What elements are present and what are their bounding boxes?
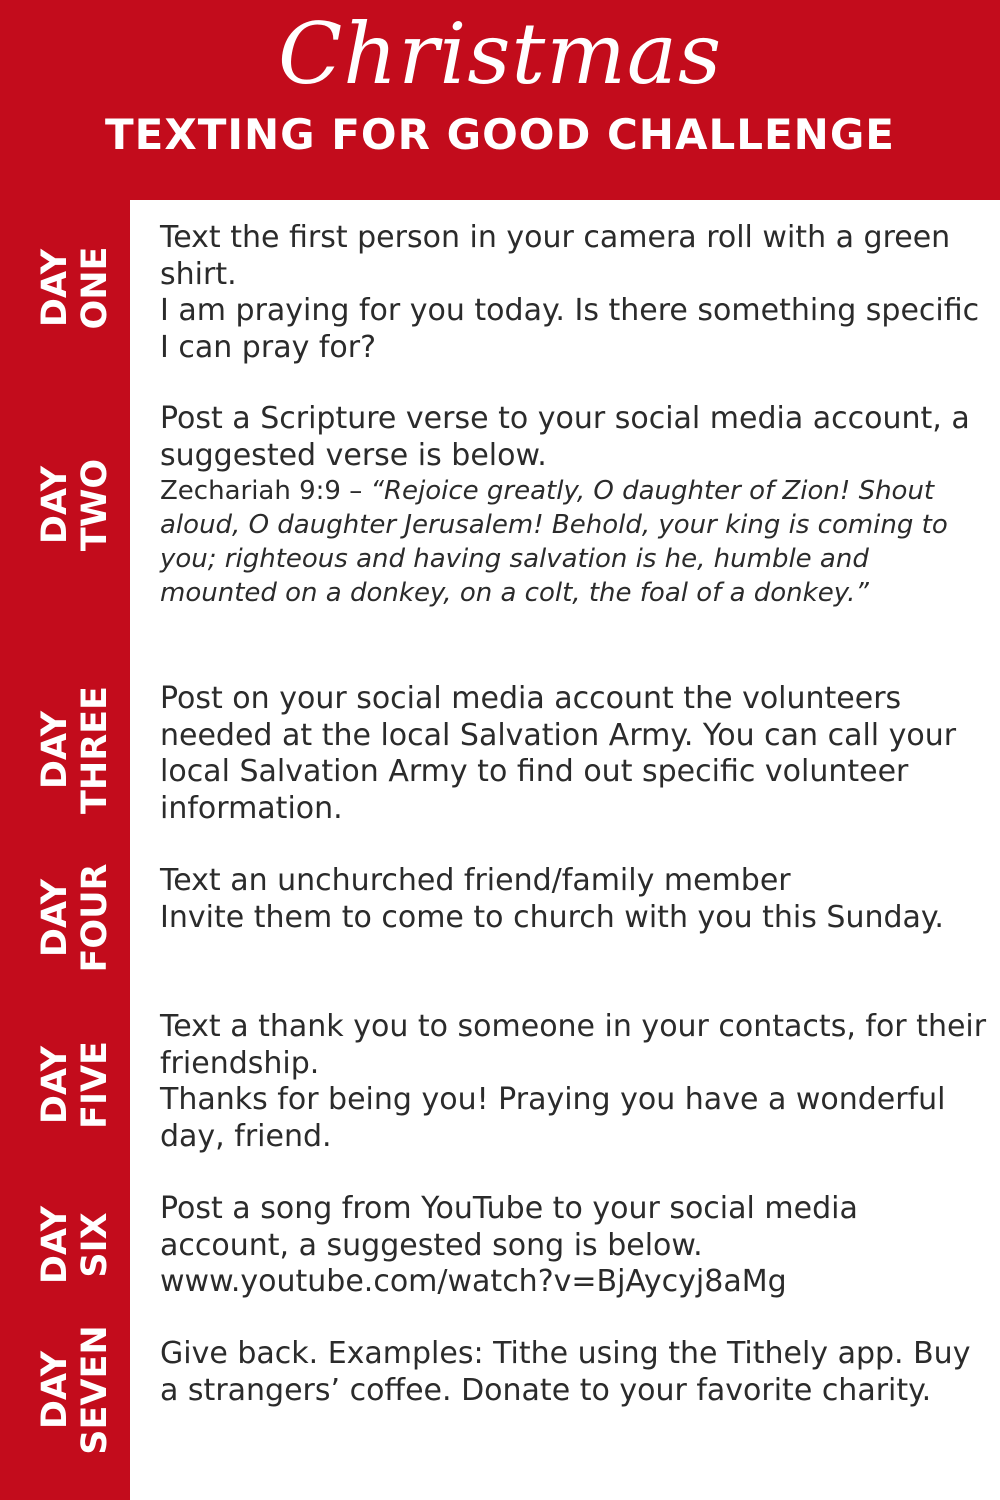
day-four-entry bbox=[160, 863, 990, 936]
day-seven-text: Give back. Examples: Tithe using the Tithely app. Buy a strangers’ coffee. Donate to your favorite charity. bbox=[160, 1336, 971, 1408]
day-two-verse bbox=[160, 474, 990, 610]
script-title: Christmas bbox=[277, 5, 723, 103]
verse-reference: Zechariah 9:9 – bbox=[160, 476, 371, 506]
day-five-text: Text a thank you to someone in your contacts, for their friendship. bbox=[160, 1009, 987, 1081]
day-two-entry bbox=[160, 401, 990, 610]
day-sidebar bbox=[0, 200, 130, 1500]
content-panel bbox=[130, 200, 1000, 1500]
verse-quote: “Rejoice greatly, O daughter of Zion! Shout aloud, O daughter Jerusalem! Behold, your king is coming to you; righteous and having salvation is he, humble and mounted on a donkey, on a colt, the foal of a donkey.” bbox=[160, 476, 948, 608]
day-six-label: DAY SIX bbox=[35, 1205, 115, 1285]
day-one-message: I am praying for you today. Is there something specific I can pray for? bbox=[160, 293, 980, 365]
day-six-link: www.youtube.com/watch?v=BjAycyj8aMg bbox=[160, 1264, 787, 1299]
day-four-message: Invite them to come to church with you this Sunday. bbox=[160, 899, 944, 935]
day-five-entry bbox=[160, 1009, 990, 1155]
day-two-label: DAY TWO bbox=[35, 458, 115, 552]
day-three-entry bbox=[160, 681, 990, 827]
day-five-message: Thanks for being you! Praying you have a wonderful day, friend. bbox=[160, 1082, 946, 1154]
day-four-text: Text an unchurched friend/family member bbox=[160, 863, 791, 898]
day-seven-entry bbox=[160, 1336, 990, 1409]
day-one-text: Text the first person in your camera roll with a green shirt. bbox=[160, 220, 951, 292]
day-two-text: Post a Scripture verse to your social media account, a suggested verse is below. bbox=[160, 401, 970, 473]
day-one-label: DAY ONE bbox=[35, 246, 115, 329]
day-four-label: DAY FOUR bbox=[35, 862, 115, 973]
day-seven-label: DAY SEVEN bbox=[35, 1325, 115, 1455]
day-five-label: DAY FIVE bbox=[35, 1041, 115, 1129]
subtitle: TEXTING FOR GOOD CHALLENGE bbox=[105, 110, 895, 159]
header-banner bbox=[0, 0, 1000, 200]
day-six-entry bbox=[160, 1191, 990, 1301]
day-three-text: Post on your social media account the volunteers needed at the local Salvation Army. You can call your local Salvation Army to find out specific volunteer information. bbox=[160, 681, 957, 826]
day-six-text: Post a song from YouTube to your social media account, a suggested song is below. bbox=[160, 1191, 858, 1263]
day-three-label: DAY THREE bbox=[35, 686, 115, 814]
day-one-entry bbox=[160, 220, 990, 366]
